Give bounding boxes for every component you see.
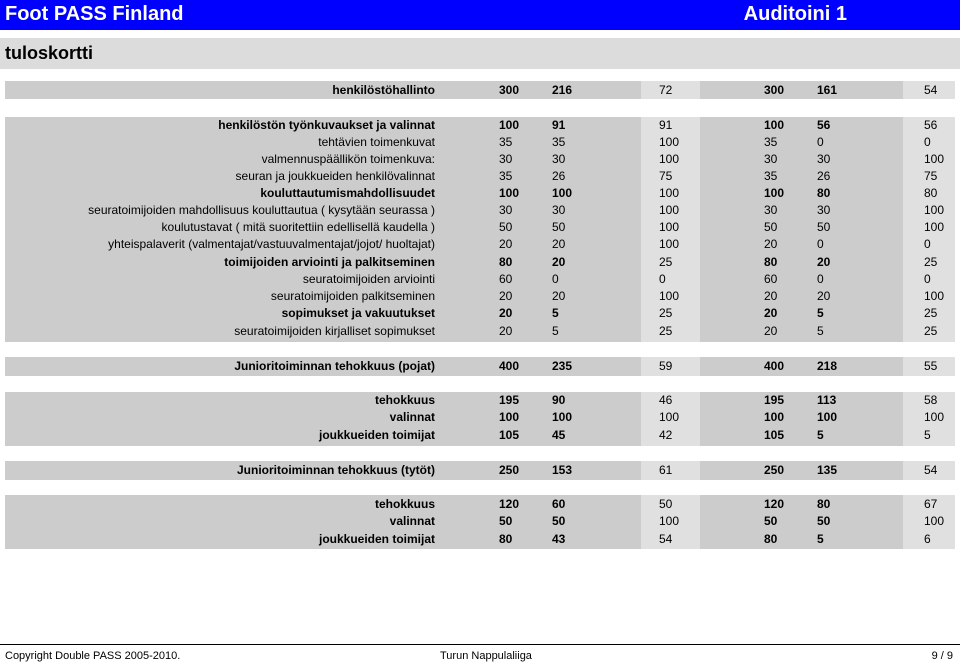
cell-percent-1: 100 bbox=[659, 220, 680, 234]
cell-points-2: 5 bbox=[817, 306, 824, 320]
cell-points-2: 5 bbox=[817, 532, 824, 546]
audit-title: Auditoini 1 bbox=[743, 3, 847, 25]
cell-score-1: 20 bbox=[499, 306, 513, 320]
cell-score-2: 400 bbox=[764, 359, 785, 373]
table-group-band bbox=[5, 392, 955, 446]
cell-points-2: 113 bbox=[817, 393, 837, 407]
cell-percent-2: 100 bbox=[924, 514, 945, 528]
cell-percent-2: 0 bbox=[924, 135, 931, 149]
cell-percent-2: 100 bbox=[924, 203, 945, 217]
cell-score-2: 20 bbox=[764, 237, 778, 251]
row-label: toimijoiden arviointi ja palkitseminen bbox=[224, 255, 435, 269]
cell-score-1: 400 bbox=[499, 359, 520, 373]
cell-percent-1: 100 bbox=[659, 203, 680, 217]
page-footer bbox=[0, 644, 960, 662]
row-label: yhteispalaverit (valmentajat/vastuuvalmentajat/jojot/ huoltajat) bbox=[108, 237, 435, 251]
cell-percent-2: 54 bbox=[924, 83, 938, 97]
cell-score-2: 30 bbox=[764, 203, 778, 217]
cell-points-2: 0 bbox=[817, 237, 824, 251]
cell-score-2: 100 bbox=[764, 118, 785, 132]
cell-percent-1: 100 bbox=[659, 186, 680, 200]
cell-points-1: 50 bbox=[552, 220, 566, 234]
table-group-band bbox=[5, 495, 955, 549]
row-label: henkilöstöhallinto bbox=[332, 83, 435, 97]
cell-percent-2: 56 bbox=[924, 118, 938, 132]
cell-score-2: 250 bbox=[764, 463, 785, 477]
cell-percent-1: 61 bbox=[659, 463, 673, 477]
cell-percent-1: 25 bbox=[659, 306, 673, 320]
cell-percent-1: 100 bbox=[659, 289, 680, 303]
row-label: Junioritoiminnan tehokkuus (tytöt) bbox=[237, 463, 435, 477]
cell-percent-1: 72 bbox=[659, 83, 673, 97]
cell-score-1: 100 bbox=[499, 410, 520, 424]
row-label: Junioritoiminnan tehokkuus (pojat) bbox=[234, 359, 435, 373]
cell-score-1: 105 bbox=[499, 428, 520, 442]
cell-points-2: 50 bbox=[817, 514, 831, 528]
club-name: Turun Nappulaliiga bbox=[440, 650, 532, 662]
cell-points-1: 30 bbox=[552, 152, 566, 166]
table-group-band bbox=[5, 81, 955, 99]
cell-percent-2: 54 bbox=[924, 463, 938, 477]
cell-points-1: 100 bbox=[552, 186, 573, 200]
cell-score-2: 50 bbox=[764, 220, 778, 234]
cell-points-1: 60 bbox=[552, 497, 566, 511]
cell-points-2: 135 bbox=[817, 463, 838, 477]
cell-percent-1: 59 bbox=[659, 359, 673, 373]
row-label: seuratoimijoiden arviointi bbox=[302, 272, 435, 286]
cell-percent-2: 58 bbox=[924, 393, 938, 407]
cell-score-1: 30 bbox=[499, 203, 513, 217]
cell-points-1: 90 bbox=[552, 393, 566, 407]
cell-points-2: 56 bbox=[817, 118, 831, 132]
cell-points-2: 26 bbox=[817, 169, 831, 183]
cell-percent-1: 0 bbox=[659, 272, 666, 286]
cell-percent-2: 100 bbox=[924, 289, 945, 303]
cell-score-2: 80 bbox=[764, 532, 778, 546]
cell-score-1: 20 bbox=[499, 237, 513, 251]
row-label: kouluttautumismahdollisuudet bbox=[260, 186, 435, 200]
cell-points-1: 45 bbox=[552, 428, 566, 442]
row-label: valinnat bbox=[389, 514, 435, 528]
row-label: koulutustavat ( mitä suoritettiin edellisellä kaudella ) bbox=[161, 220, 435, 234]
app-title: Foot PASS Finland bbox=[5, 3, 184, 25]
cell-percent-2: 100 bbox=[924, 152, 945, 166]
cell-points-2: 5 bbox=[817, 428, 824, 442]
cell-score-2: 105 bbox=[764, 428, 785, 442]
cell-points-2: 161 bbox=[817, 83, 838, 97]
cell-percent-2: 80 bbox=[924, 186, 938, 200]
cell-percent-1: 75 bbox=[659, 169, 673, 183]
cell-score-1: 80 bbox=[499, 255, 513, 269]
cell-points-1: 0 bbox=[552, 272, 559, 286]
cell-percent-1: 46 bbox=[659, 393, 673, 407]
cell-points-1: 35 bbox=[552, 135, 566, 149]
cell-percent-1: 25 bbox=[659, 255, 673, 269]
cell-percent-2: 25 bbox=[924, 306, 938, 320]
cell-points-1: 20 bbox=[552, 237, 566, 251]
cell-score-1: 100 bbox=[499, 118, 520, 132]
cell-percent-1: 54 bbox=[659, 532, 673, 546]
cell-points-2: 0 bbox=[817, 272, 824, 286]
cell-score-1: 195 bbox=[499, 393, 520, 407]
cell-points-1: 153 bbox=[552, 463, 573, 477]
cell-points-2: 0 bbox=[817, 135, 824, 149]
cell-points-1: 216 bbox=[552, 83, 573, 97]
cell-percent-2: 25 bbox=[924, 324, 938, 338]
cell-score-2: 20 bbox=[764, 324, 778, 338]
cell-percent-2: 25 bbox=[924, 255, 938, 269]
row-label: valmennuspäällikön toimenkuva: bbox=[261, 152, 435, 166]
cell-points-1: 100 bbox=[552, 410, 573, 424]
cell-points-2: 100 bbox=[817, 410, 838, 424]
cell-percent-1: 25 bbox=[659, 324, 673, 338]
cell-points-1: 5 bbox=[552, 324, 559, 338]
cell-score-2: 60 bbox=[764, 272, 778, 286]
cell-points-1: 20 bbox=[552, 255, 566, 269]
cell-points-1: 30 bbox=[552, 203, 566, 217]
cell-percent-2: 75 bbox=[924, 169, 938, 183]
cell-points-1: 20 bbox=[552, 289, 566, 303]
cell-percent-2: 55 bbox=[924, 359, 938, 373]
cell-score-2: 120 bbox=[764, 497, 785, 511]
cell-score-1: 100 bbox=[499, 186, 520, 200]
cell-points-2: 50 bbox=[817, 220, 831, 234]
cell-score-1: 35 bbox=[499, 135, 513, 149]
section-title-bar bbox=[0, 38, 960, 69]
row-label: seuratoimijoiden mahdollisuus kouluttautua ( kysytään seurassa ) bbox=[88, 203, 435, 217]
row-label: joukkueiden toimijat bbox=[318, 532, 435, 546]
table-group-band bbox=[5, 357, 955, 376]
cell-points-2: 20 bbox=[817, 289, 831, 303]
cell-percent-1: 100 bbox=[659, 135, 680, 149]
page-number: 9 / 9 bbox=[931, 650, 953, 662]
cell-percent-2: 6 bbox=[924, 532, 931, 546]
row-label: valinnat bbox=[389, 410, 435, 424]
cell-score-2: 100 bbox=[764, 186, 785, 200]
cell-points-1: 50 bbox=[552, 514, 566, 528]
cell-points-2: 20 bbox=[817, 255, 831, 269]
cell-score-1: 50 bbox=[499, 514, 513, 528]
cell-points-2: 218 bbox=[817, 359, 838, 373]
table-group-band bbox=[5, 461, 955, 480]
cell-score-2: 20 bbox=[764, 289, 778, 303]
cell-score-2: 35 bbox=[764, 169, 778, 183]
cell-percent-2: 67 bbox=[924, 497, 938, 511]
cell-points-1: 91 bbox=[552, 118, 566, 132]
cell-points-1: 5 bbox=[552, 306, 559, 320]
row-label: tehokkuus bbox=[374, 497, 435, 511]
row-label: henkilöstön työnkuvaukset ja valinnat bbox=[218, 118, 435, 132]
row-label: seuratoimijoiden kirjalliset sopimukset bbox=[234, 324, 435, 338]
cell-percent-2: 5 bbox=[924, 428, 931, 442]
cell-points-2: 80 bbox=[817, 497, 831, 511]
row-label: tehokkuus bbox=[374, 393, 435, 407]
cell-points-1: 43 bbox=[552, 532, 566, 546]
cell-score-2: 50 bbox=[764, 514, 778, 528]
cell-score-2: 100 bbox=[764, 410, 785, 424]
row-label: tehtävien toimenkuvat bbox=[318, 135, 435, 149]
cell-percent-1: 50 bbox=[659, 497, 673, 511]
cell-percent-1: 100 bbox=[659, 514, 680, 528]
cell-score-2: 30 bbox=[764, 152, 778, 166]
cell-score-1: 35 bbox=[499, 169, 513, 183]
cell-percent-1: 42 bbox=[659, 428, 673, 442]
cell-score-1: 80 bbox=[499, 532, 513, 546]
cell-points-2: 30 bbox=[817, 152, 831, 166]
cell-percent-1: 100 bbox=[659, 410, 680, 424]
section-title: tuloskortti bbox=[5, 43, 93, 63]
cell-points-2: 80 bbox=[817, 186, 831, 200]
row-label: seuratoimijoiden palkitseminen bbox=[270, 289, 435, 303]
cell-points-1: 235 bbox=[552, 359, 573, 373]
cell-score-1: 250 bbox=[499, 463, 520, 477]
row-label: sopimukset ja vakuutukset bbox=[281, 306, 435, 320]
cell-points-1: 26 bbox=[552, 169, 566, 183]
cell-score-1: 50 bbox=[499, 220, 513, 234]
cell-score-2: 300 bbox=[764, 83, 785, 97]
table-group-band bbox=[5, 117, 955, 342]
cell-percent-2: 100 bbox=[924, 220, 945, 234]
cell-percent-2: 0 bbox=[924, 237, 931, 251]
row-label: joukkueiden toimijat bbox=[318, 428, 435, 442]
cell-score-1: 120 bbox=[499, 497, 520, 511]
cell-points-2: 5 bbox=[817, 324, 824, 338]
cell-percent-2: 0 bbox=[924, 272, 931, 286]
cell-percent-1: 100 bbox=[659, 237, 680, 251]
cell-score-1: 60 bbox=[499, 272, 513, 286]
cell-score-2: 35 bbox=[764, 135, 778, 149]
cell-percent-1: 91 bbox=[659, 118, 673, 132]
copyright-text: Copyright Double PASS 2005-2010. bbox=[5, 650, 181, 662]
cell-score-1: 30 bbox=[499, 152, 513, 166]
cell-score-1: 20 bbox=[499, 324, 513, 338]
title-bar bbox=[0, 0, 960, 30]
cell-score-2: 195 bbox=[764, 393, 785, 407]
cell-score-2: 20 bbox=[764, 306, 778, 320]
cell-score-1: 300 bbox=[499, 83, 520, 97]
cell-percent-1: 100 bbox=[659, 152, 680, 166]
row-label: seuran ja joukkueiden henkilövalinnat bbox=[235, 169, 435, 183]
cell-points-2: 30 bbox=[817, 203, 831, 217]
cell-percent-2: 100 bbox=[924, 410, 945, 424]
cell-score-1: 20 bbox=[499, 289, 513, 303]
cell-score-2: 80 bbox=[764, 255, 778, 269]
